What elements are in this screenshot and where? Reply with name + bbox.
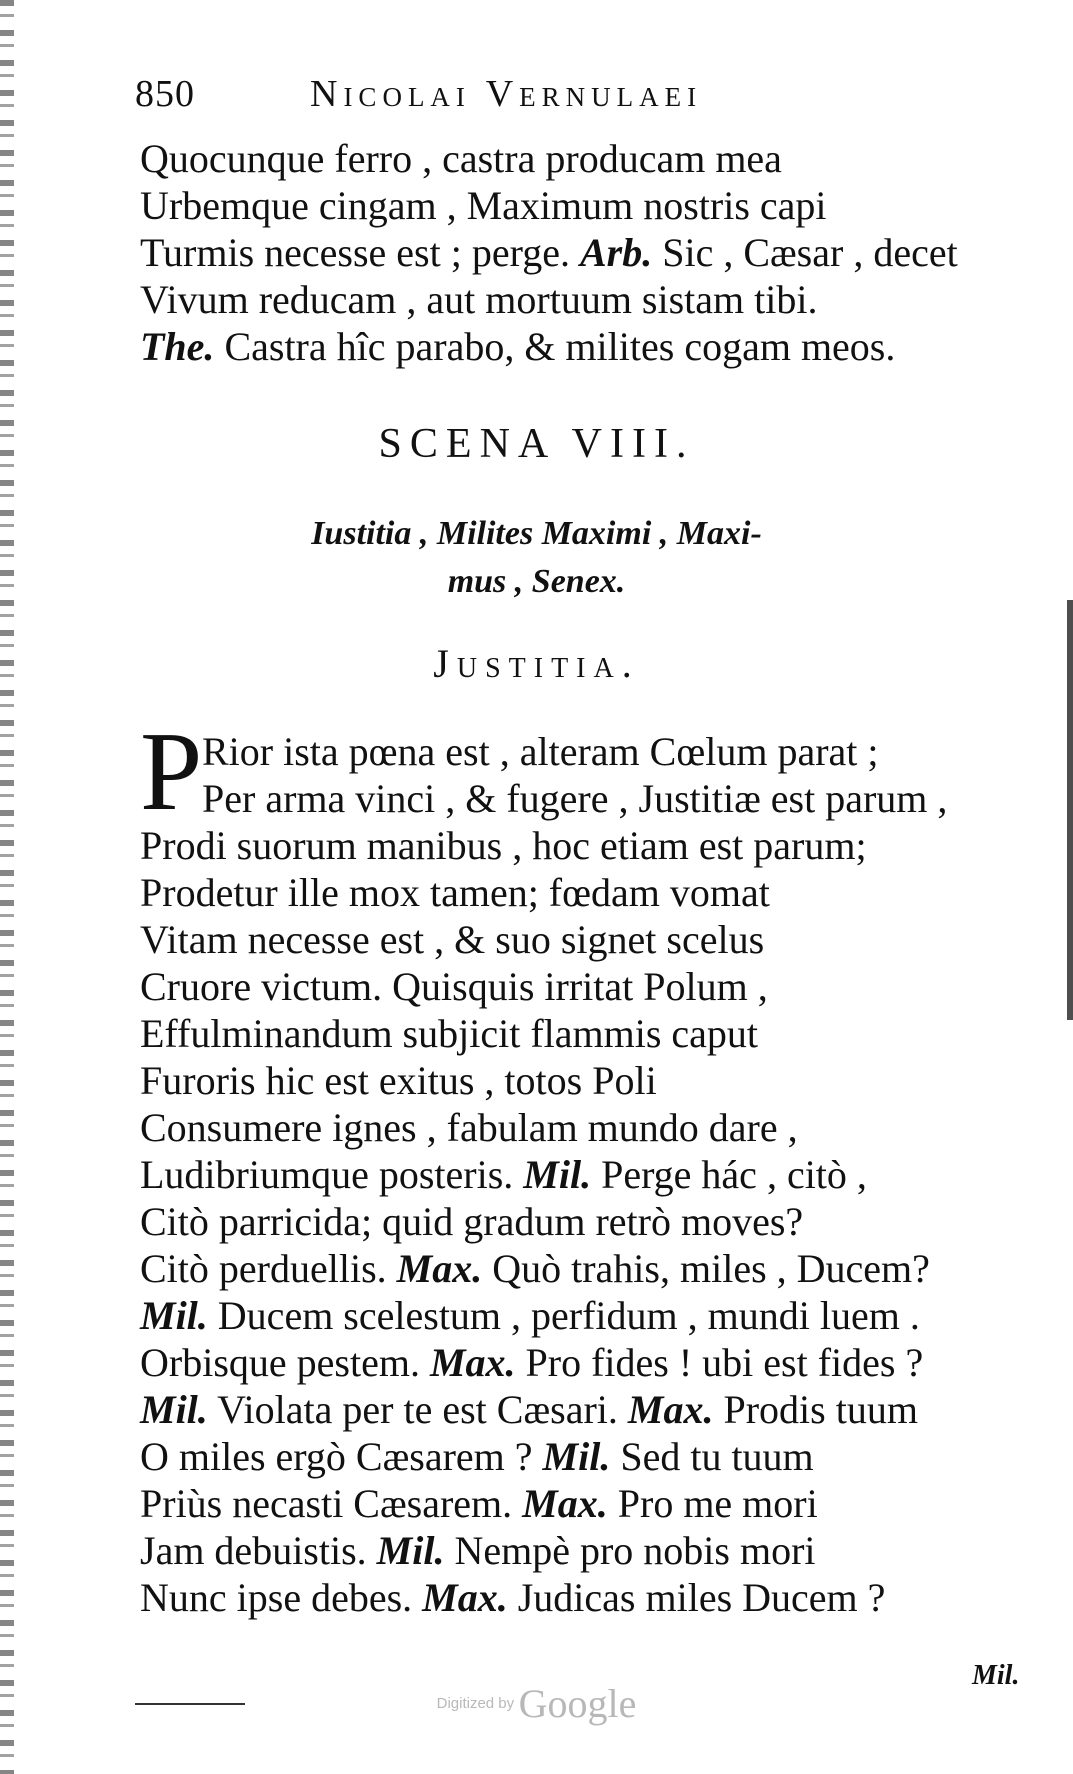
verse-text: Priùs necasti Cæsarem. — [140, 1481, 523, 1526]
scene-title: SCENA VIII. — [378, 421, 695, 467]
verse-text: Prodis tuum — [713, 1387, 918, 1432]
verse-text: Vitam necesse est , & suo signet scelus — [140, 917, 765, 962]
verse-text: Pro me mori — [607, 1481, 818, 1526]
verse-line — [140, 1480, 947, 1527]
verse-text: Perge hác , citò , — [591, 1152, 867, 1197]
verse-line — [140, 1527, 947, 1574]
verse-line — [140, 1386, 947, 1433]
verse-block-top — [140, 135, 958, 370]
verse-line — [140, 1292, 947, 1339]
verse-line — [140, 728, 947, 775]
verse-text: Quocunque ferro , castra producam mea — [140, 136, 782, 181]
verse-line — [140, 1010, 947, 1057]
verse-text: Turmis necesse est ; perge. — [140, 230, 580, 275]
verse-text: Orbisque pestem. — [140, 1340, 430, 1385]
speaker-label: Arb. — [579, 230, 653, 275]
page-number: 850 — [135, 73, 195, 115]
verse-line — [140, 1057, 947, 1104]
drop-cap: P — [140, 710, 203, 834]
verse-line — [140, 1433, 947, 1480]
verse-line — [140, 822, 947, 869]
catchword: Mil. — [972, 1660, 1020, 1691]
speaker-label: Mil. — [542, 1434, 611, 1479]
speaker-label: Mil. — [140, 1293, 208, 1338]
speaker-label: Mil. — [376, 1528, 445, 1573]
speaker-label: Mil. — [523, 1152, 592, 1197]
verse-text: Cruore victum. Quisquis irritat Polum , — [140, 964, 768, 1009]
cast-line: Iustitia , Milites Maximi , Maxi- — [311, 515, 762, 552]
verse-text: Nempè pro nobis mori — [444, 1528, 816, 1573]
verse-text: Jam debuistis. — [140, 1528, 377, 1573]
verse-line — [140, 1198, 947, 1245]
verse-text: Prodi suorum manibus , hoc etiam est parum; — [140, 823, 867, 868]
verse-line — [140, 229, 958, 276]
running-head: Nicolai Vernulaei — [310, 73, 703, 115]
verse-text: Nunc ipse debes. — [140, 1575, 423, 1620]
verse-line — [140, 916, 947, 963]
verse-line — [140, 323, 958, 370]
verse-text: Citò parricida; quid gradum retrò moves? — [140, 1199, 804, 1244]
watermark-logo: Google — [518, 1681, 637, 1726]
verse-block-main — [140, 728, 947, 1621]
verse-text: O miles ergò Cæsarem ? — [140, 1434, 543, 1479]
verse-text: Vivum reducam , aut mortuum sistam tibi. — [140, 277, 818, 322]
verse-text: Ducem scelestum , perfidum , mundi luem . — [207, 1293, 920, 1338]
verse-text: Sed tu tuum — [610, 1434, 814, 1479]
page-edge-left — [0, 0, 14, 1774]
page-header — [135, 72, 935, 122]
verse-text: Prodetur ille mox tamen; fœdam vomat — [140, 870, 770, 915]
speaker-label: Max. — [422, 1575, 508, 1620]
verse-text: Consumere ignes , fabulam mundo dare , — [140, 1105, 798, 1150]
verse-text: Castra hîc parabo, & milites cogam meos. — [214, 324, 896, 369]
speaker-label: Max. — [627, 1387, 714, 1432]
verse-text: Quò trahis, miles , Ducem? — [482, 1246, 930, 1291]
verse-text: Judicas miles Ducem ? — [507, 1575, 886, 1620]
speaker-heading: Justitia. — [433, 641, 640, 686]
verse-text: Violata per te est Cæsari. — [207, 1387, 628, 1432]
verse-line — [140, 1245, 947, 1292]
watermark-label: Digitized by — [436, 1695, 515, 1712]
verse-line — [140, 135, 958, 182]
verse-line — [140, 1339, 947, 1386]
verse-line — [140, 1104, 947, 1151]
verse-text: Rior ista pœna est , alteram Cœlum parat ; — [202, 729, 879, 774]
verse-text: Per arma vinci , & fugere , Justitiæ est parum , — [202, 776, 948, 821]
verse-line — [140, 775, 947, 822]
digitization-watermark — [0, 1680, 1073, 1727]
verse-text: Ludibriumque posteris. — [140, 1152, 524, 1197]
verse-line — [140, 963, 947, 1010]
verse-text: Sic , Cæsar , decet — [652, 230, 958, 275]
speaker-label: Max. — [396, 1246, 483, 1291]
verse-text: Furoris hic est exitus , totos Poli — [140, 1058, 657, 1103]
verse-line — [140, 182, 958, 229]
verse-text: Urbemque cingam , Maximum nostris capi — [140, 183, 827, 228]
verse-text: Citò perduellis. — [140, 1246, 397, 1291]
speaker-label: Max. — [522, 1481, 608, 1526]
verse-text: Pro fides ! ubi est fides ? — [515, 1340, 924, 1385]
cast-line: mus , Senex. — [447, 563, 626, 600]
speaker-label: Max. — [429, 1340, 516, 1385]
speaker-label: Mil. — [140, 1387, 208, 1432]
verse-line — [140, 869, 947, 916]
speaker-label: The. — [140, 324, 215, 369]
verse-line — [140, 276, 958, 323]
verse-text: Effulminandum subjicit flammis caput — [140, 1011, 759, 1056]
verse-line — [140, 1574, 947, 1621]
cast-list — [0, 510, 1073, 606]
verse-line — [140, 1151, 947, 1198]
